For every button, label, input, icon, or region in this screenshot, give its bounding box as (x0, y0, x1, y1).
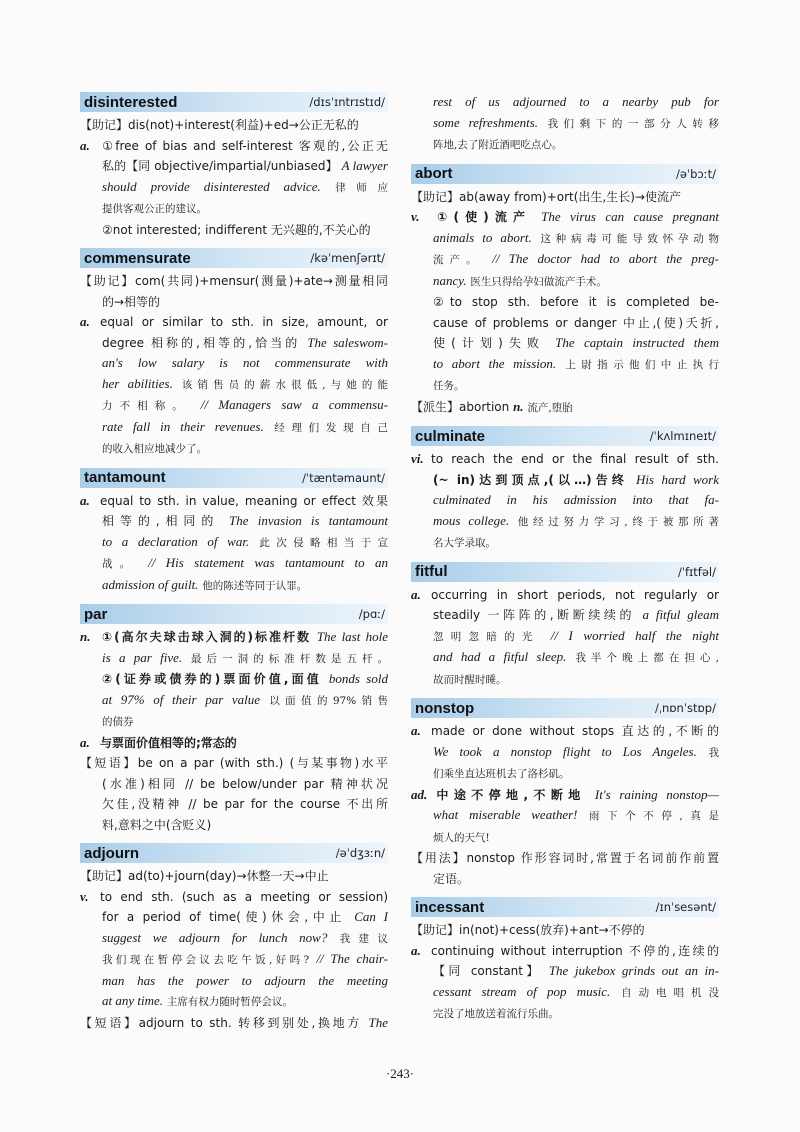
example-en: // The chair- (316, 951, 389, 966)
example-line (80, 991, 388, 1013)
definition-text: to end sth. (such as a meeting or session) (100, 889, 388, 904)
example-line (80, 438, 388, 460)
example-en: The captain instructed them (555, 335, 719, 350)
example-cn: 忽明忽暗的光 (433, 630, 540, 643)
definition-line (80, 627, 388, 648)
example-line (411, 647, 719, 669)
phonetic: /dɪsˈɪntrɪstɪd/ (309, 95, 385, 109)
pos-label: n. (513, 398, 524, 414)
definition-line (80, 511, 388, 532)
example-line (411, 490, 719, 511)
example-line (80, 532, 388, 554)
example-cn: 最后一洞的标准杆数是五杆。 (190, 652, 388, 665)
definition-line (411, 585, 719, 606)
usage-line: 定语。 (433, 871, 470, 886)
definition-text: for a period of time(使)休会,中止 (102, 910, 346, 924)
example-en: her abilities. (102, 375, 173, 391)
example-line (80, 949, 388, 971)
definition-text: continuing without interruption 不停的,连续的 (431, 943, 719, 958)
entry-abort (411, 164, 719, 419)
example-cn: 故而时醒时睡。 (433, 673, 507, 686)
mnemonic-line: 【助记】com(共同)+mensur(测量)+ate→测量相同 (80, 274, 388, 288)
pos-label: vi. (411, 451, 424, 466)
example-line (80, 177, 388, 199)
example-en: animals to abort. (433, 229, 532, 245)
phonetic: /ˌnɒnˈstɒp/ (654, 701, 716, 715)
entry-incessant (411, 897, 719, 1025)
example-en: cessant stream of pop music. (433, 983, 611, 999)
example-line (80, 395, 388, 417)
example-cn: 该销售员的薪水很低,与她的能 (181, 378, 388, 391)
example-en: nancy. (433, 272, 467, 288)
definition-line (80, 220, 388, 241)
phonetic: /ˈtæntəmaunt/ (302, 470, 385, 485)
example-line (411, 1003, 719, 1025)
example-en: We took a nonstop flight to Los Angeles. (433, 743, 697, 759)
example-cn: 力不相称。 (102, 400, 190, 412)
example-en: // Managers saw a commensu- (200, 397, 388, 412)
definition-text: ②not interested; indifferent 无兴趣的,不关心的 (102, 222, 371, 237)
example-en: suggest we adjourn for lunch now? (102, 929, 328, 945)
page-number: ·243· (385, 1066, 415, 1081)
example-line (80, 648, 388, 670)
example-cn: 完没了地放送着流行乐曲。 (433, 1008, 559, 1020)
mnemonic-line: 的→相等的 (102, 294, 161, 309)
pos-label: v. (411, 209, 420, 224)
definition-line (411, 785, 719, 806)
example-cn: 我半个晚上都在担心, (575, 652, 719, 664)
example-cn: 以面值的97%销售 (269, 694, 388, 707)
headword: culminate (415, 427, 486, 445)
definition-text: ①(高尔夫球击球入洞的)标准杆数 (100, 630, 312, 644)
pos-label: ad. (411, 786, 428, 802)
headword-bar (80, 843, 388, 863)
example-line (411, 134, 719, 156)
example-en: The invasion is tantamount (229, 513, 388, 528)
headword: incessant (415, 898, 485, 916)
example-en: The virus can cause pregnant (541, 209, 719, 224)
example-cn: 我 (708, 746, 719, 759)
example-line (80, 711, 388, 733)
pos-label: a. (411, 723, 421, 738)
entry-nonstop (411, 698, 719, 889)
definition-text: degree 相称的,相等的,恰当的 (102, 335, 301, 350)
entry-tantamount (80, 468, 388, 597)
headword-bar (80, 604, 388, 624)
pos-label: a. (80, 137, 90, 153)
definition-text: 中途不停地,不断地 (431, 787, 586, 802)
definition-line (411, 333, 719, 354)
example-line (411, 249, 719, 271)
example-line (80, 575, 388, 597)
headword-bar (411, 164, 719, 184)
phonetic: /pɑː/ (358, 607, 385, 621)
phrase-line (80, 1013, 388, 1034)
definition-line (80, 907, 388, 928)
definition-line (80, 156, 388, 177)
derivative-cn: 流产,堕胎 (527, 401, 573, 414)
example-cn: 战。 (102, 558, 138, 570)
example-cn: 他的陈述等同于认罪。 (202, 579, 308, 592)
example-cn: 的收入相应地减少了。 (102, 443, 207, 455)
example-cn: 们乘坐直达班机去了洛杉矶。 (433, 768, 570, 780)
entry-par (80, 604, 388, 835)
definition-line (80, 887, 388, 908)
definition-line (411, 449, 719, 470)
definition-line (80, 491, 388, 512)
example-line (411, 742, 719, 764)
example-en: to a declaration of war. (102, 533, 250, 549)
phonetic: /kəˈmenʃərɪt/ (310, 251, 385, 265)
mnemonic-line: 【助记】ab(away from)+ort(出生,生长)→使流产 (411, 189, 681, 204)
example-line (80, 553, 388, 575)
example-en: His hard work (636, 471, 719, 487)
example-line (411, 626, 719, 648)
phonetic: /əˈbɔːt/ (676, 166, 716, 181)
headword-bar (411, 897, 719, 917)
example-line (411, 511, 719, 533)
example-line (411, 532, 719, 554)
mnemonic-line: 【助记】ad(to)+journ(day)→休整一天→中止 (80, 869, 329, 883)
example-en: The jukebox grinds out an in- (548, 963, 719, 978)
example-en: what miserable weather! (433, 807, 578, 822)
pos-label: a. (80, 314, 90, 329)
definition-line (411, 961, 719, 982)
example-cn: 的债券 (102, 716, 134, 728)
phonetic: /ˈfɪtfəl/ (677, 564, 716, 579)
definition-text: occurring in short periods, not regularly or (431, 587, 719, 602)
headword-bar (80, 468, 388, 488)
example-en: an's low salary is not commensurate with (102, 355, 388, 370)
pos-label: a. (411, 942, 421, 958)
example-cn: 主席有权力随时暂停会议。 (166, 996, 293, 1008)
definition-text: equal or similar to sth. in size, amount, or (100, 315, 388, 329)
example-en: some refreshments. (433, 114, 539, 130)
definition-text: 与票面价值相等的;常态的 (100, 735, 237, 750)
example-en: It's raining nonstop— (594, 786, 720, 802)
headword: par (84, 605, 108, 623)
example-cn: 名大学录取。 (433, 537, 496, 549)
definition-text: 相等的,相同的 (102, 514, 220, 528)
example-cn: 经理们发现自己 (274, 421, 388, 434)
definition-line (411, 941, 719, 962)
definition-text: 私的【同 objective/impartial/unbiased】 (102, 159, 338, 173)
headword: commensurate (84, 249, 191, 267)
example-en: Can I (354, 909, 388, 924)
definition-text: to reach the end or the final result of sth. (431, 452, 719, 466)
definition-line (80, 136, 388, 157)
example-cn: 医生只得给孕妇做流产手术。 (470, 275, 607, 288)
example-en: culminated in his admission into that fa- (433, 492, 719, 507)
example-cn: 雨下个不停,真是 (588, 810, 719, 822)
entry-adjourn (80, 843, 388, 1033)
pos-label: n. (80, 629, 91, 644)
example-en: to abort the mission. (433, 355, 557, 371)
example-en: The saleswom- (307, 334, 388, 350)
example-en: The last hole (316, 629, 388, 644)
entry-fitful (411, 562, 719, 691)
pos-label: a. (80, 734, 90, 750)
derivative-text: 【派生】abortion (411, 399, 510, 414)
example-cn: 烦人的天气! (433, 831, 490, 844)
example-en: rate fall in their revenues. (102, 418, 264, 434)
example-line (80, 374, 388, 396)
example-cn: 我们现在暂停会议去吃午饭,好吗? (102, 954, 310, 966)
phrase-line: (水准)相同 // be below/under par 精神状况 (102, 776, 388, 791)
entry-adjourn-continued (411, 92, 719, 156)
definition-text: 使(计划)失败 (433, 336, 546, 350)
definition-line (411, 470, 719, 491)
example-en: is a par five. (102, 649, 183, 665)
headword: adjourn (84, 844, 139, 862)
example-cn: 我们剩下的一部分人转移 (547, 117, 719, 130)
example-cn: 上尉指示他们中止执行 (565, 358, 720, 371)
example-en: // The doctor had to abort the preg- (492, 251, 719, 266)
example-cn: 律师应 (335, 181, 388, 194)
definition-text: made or done without stops 直达的,不断的 (431, 724, 719, 738)
example-en: bonds sold (328, 671, 388, 686)
headword: nonstop (415, 699, 475, 717)
definition-line (80, 312, 388, 333)
example-line (411, 375, 719, 397)
definition-line (80, 333, 388, 354)
example-en: and had a fitful sleep. (433, 649, 567, 664)
usage-line: 【用法】nonstop 作形容词时,常置于名词前作前置 (411, 851, 719, 865)
headword: disinterested (84, 93, 178, 111)
example-line (80, 353, 388, 374)
definition-line (411, 292, 719, 313)
right-column (411, 92, 719, 1033)
pos-label: a. (411, 586, 421, 602)
pos-label: a. (80, 492, 90, 508)
example-en: A lawyer (341, 158, 388, 173)
example-line (411, 805, 719, 827)
example-line (411, 827, 719, 849)
example-line (411, 271, 719, 293)
definition-line (411, 207, 719, 228)
phonetic: /ˈkʌlmɪneɪt/ (649, 429, 716, 443)
phrase-line: 欠佳,没精神 // be par for the course 不出所 (102, 797, 388, 811)
example-line (411, 763, 719, 785)
phrase-line: 【短语】be on a par (with sth.) (与某事物)水平 (80, 756, 388, 770)
definition-text: steadily 一阵阵的,断断续续的 (433, 608, 636, 622)
headword: tantamount (84, 469, 166, 486)
definition-text: ①(使)流产 (431, 210, 532, 224)
example-line (411, 113, 719, 135)
definition-line (80, 669, 388, 690)
pos-label: v. (80, 888, 89, 904)
definition-text: ①free of bias and self-interest 客观的,公正无 (100, 138, 388, 153)
example-en: at 97% of their par value (102, 691, 261, 707)
headword-bar (80, 92, 388, 112)
headword: abort (415, 165, 453, 182)
example-cn: 他经过努力学习,终于被那所著 (517, 515, 720, 528)
example-en: mous college. (433, 512, 510, 528)
example-line (411, 982, 719, 1004)
example-cn: 提供客观公正的建议。 (102, 203, 207, 215)
phrase-line: 料,意料之中(含贬义) (102, 817, 212, 832)
example-line (411, 92, 719, 113)
example-en: // I worried half the night (550, 627, 719, 643)
example-cn: 我建议 (339, 932, 388, 945)
example-line (80, 971, 388, 992)
phrase-text: 【短语】adjourn to sth. 转移到别处,换地方 (80, 1015, 362, 1030)
headword-bar (411, 698, 719, 718)
example-line (411, 669, 719, 691)
entry-culminate (411, 426, 719, 554)
definition-line (411, 605, 719, 626)
headword-bar (411, 562, 719, 582)
example-line (80, 690, 388, 712)
definition-text: equal to sth. in value, meaning or effect 效果 (100, 493, 388, 508)
example-line (411, 354, 719, 376)
phonetic: /ɪnˈsesənt/ (655, 900, 716, 914)
example-cn: 自动电唱机没 (621, 986, 719, 999)
headword-bar (411, 426, 719, 446)
example-en: man has the power to adjourn the meeting (102, 972, 388, 988)
headword-bar (80, 248, 388, 268)
definition-line (411, 313, 719, 334)
example-en: a fitful gleam (642, 607, 719, 622)
phonetic: /əˈdʒɜːn/ (335, 846, 385, 860)
example-en: at any time. (102, 993, 164, 1008)
example-en: The (368, 1014, 388, 1030)
example-cn: 阵地,去了附近酒吧吃点心。 (433, 139, 563, 151)
definition-text: (~ in)达到顶点,(以…)告终 (433, 472, 629, 487)
example-en: rest of us adjourned to a nearby pub for (433, 94, 719, 109)
entry-commensurate (80, 248, 388, 460)
example-line (80, 417, 388, 439)
definition-text: cause of problems or danger 中止,(使)夭折, (433, 315, 719, 330)
example-cn: 此次侵略相当于宣 (259, 536, 388, 549)
definition-text: ②to stop sth. before it is completed be- (433, 295, 719, 309)
headword: fitful (415, 563, 448, 580)
example-en: admission of guilt. (102, 576, 199, 592)
derivative-line (411, 397, 719, 419)
entry-disinterested (80, 92, 388, 240)
mnemonic-line: 【助记】in(not)+cess(放弃)+ant→不停的 (411, 923, 645, 937)
example-cn: 任务。 (433, 380, 465, 392)
example-line (80, 928, 388, 950)
definition-text: 【同 constant】 (433, 964, 542, 978)
example-cn: 流产。 (433, 254, 483, 266)
example-cn: 这种病毒可能导致怀孕动物 (540, 232, 719, 245)
definition-text: ②(证券或债券的)票面价值,面值 (102, 672, 322, 686)
left-column (80, 92, 388, 1041)
definition-line (411, 721, 719, 742)
example-en: should provide disinterested advice. (102, 178, 321, 194)
example-line (411, 228, 719, 250)
example-en: // His statement was tantamount to an (148, 555, 389, 570)
mnemonic-line: 【助记】dis(not)+interest(利益)+ed→公正无私的 (80, 118, 359, 132)
example-line (80, 198, 388, 220)
definition-line (80, 733, 388, 754)
